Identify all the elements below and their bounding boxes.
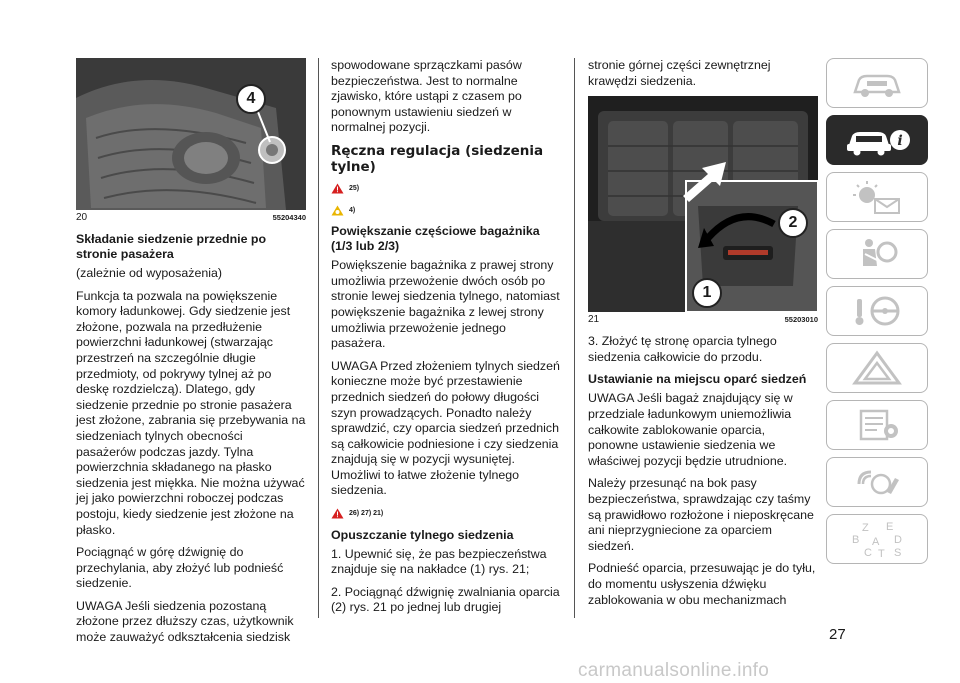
column-divider (318, 58, 319, 618)
paragraph: Podnieść oparcia, przesuwając je do tyłu, do momentu usłyszenia dźwięku zablokowania w obu mechanizmach (588, 561, 816, 607)
warning-triangle-icon (331, 508, 344, 519)
paragraph: Pociągnąć w górę dźwignię do przechylania, aby złożyć lub podnieść siedzenie. (76, 545, 284, 591)
dashboard-car-icon (847, 66, 907, 100)
steering-key-icon (847, 293, 907, 329)
note-triangle-icon (331, 205, 344, 216)
index-letter: A (872, 536, 880, 548)
paragraph: Funkcja ta pozwala na powiększenie komory ładunkowej. Gdy siedzenie jest złożone, pozwala na przedłużenie powierzchni ładunkowej (stwarzając przestrzeń na szczególnie długie przedmioty, od pokrywy tylnej aż po deskę rozdzielczą). Dlatego, gdy siedzenie przednie po stronie pasażera jest złożone, zabrania się przebywania na siedzeniach tylnych obecności pasażerów podczas jazdy. Tylna powierzchnia składanego na płasko siedzenia jest miękka. Nie można używać jej jako powierzchni roboczej podczas postoju, kiedy siedzenie jest złożone na płasko. (76, 288, 306, 537)
paragraph: UWAGA Jeśli siedzenia pozostaną złożone przez dłuższy czas, użytkownik może zauważyć odkształcenia siedzisk (76, 598, 294, 645)
paragraph: Należy przesunąć na bok pasy bezpieczeństwa, sprawdzając czy taśmy są prawidłowo rozłożone i nieposkręcane ani nieprzygniecione za oparciem siedzeń. (588, 476, 814, 553)
heading-repositioning-seatbacks: Ustawianie na miejscu oparć siedzeń (588, 372, 807, 387)
paragraph: UWAGA Przed złożeniem tylnych siedzeń konieczne może być przestawienie przednich siedzeń do połowy długości szyn prowadzących. Ponadto należy sprawdzić, czy oparcia siedzeń przednich są całkowicie podniesione i czy siedzenia znajdują się w pozycji wysuniętej. Umożliwi to łatwe złożenie tylnego siedzenia. (331, 358, 560, 498)
tab-maintenance[interactable] (826, 400, 928, 450)
airbag-safety-icon (847, 236, 907, 272)
index-letter: T (878, 548, 885, 559)
tab-multimedia[interactable] (826, 457, 928, 507)
warning-reference: 25) (331, 181, 563, 197)
tab-lights[interactable] (826, 172, 928, 222)
index-letter: D (894, 534, 902, 546)
heading-partial-expansion: Powiększanie częściowe bagażnika (1/3 lub 2/3) (331, 224, 540, 254)
chapter-tabs (826, 58, 928, 571)
paragraph: 3. Złożyć tę stronę oparcia tylnego siedzenia całkowicie do przodu. (588, 334, 777, 364)
index-letters-icon (842, 519, 912, 559)
index-letter: E (886, 521, 894, 533)
tab-emergency[interactable] (826, 343, 928, 393)
figure-number: 21 (588, 314, 600, 326)
multimedia-icon (847, 464, 907, 500)
figure-code: 55204340 (272, 213, 306, 222)
paragraph: spowodowane sprzączkami pasów bezpieczeństwa. Jest to normalne zjawisko, które ustąpi z czasem po ponownym ustawieniu siedzeń w normalnej pozycji. (331, 58, 522, 135)
warning-references: 26) 27) 21) (331, 506, 563, 522)
paragraph: Powiększenie bagażnika z prawej strony umożliwia przewożenie dwóch osób po stronie lewej siedzenia tylnego, natomiast powiększenie bagażnika z lewej strony umożliwia przewożenie jednego pasażera. (331, 258, 560, 351)
figure-21-caption (588, 314, 818, 326)
column-2 (331, 58, 563, 623)
service-wrench-icon (847, 407, 907, 443)
paragraph: 2. Pociągnąć dźwignię zwalniania oparcia (2) rys. 21 po jednej lub drugiej (331, 584, 560, 615)
callout-1: 1 (692, 278, 722, 308)
column-3 (588, 58, 818, 615)
figure-number: 20 (76, 212, 88, 223)
warning-triangle-icon (331, 183, 344, 194)
svg-text:i: i (897, 133, 903, 149)
paragraph: (zależnie od wyposażenia) (76, 266, 223, 280)
lights-message-icon (847, 179, 907, 215)
tab-index[interactable] (826, 514, 928, 564)
index-letter: C (864, 547, 872, 559)
paragraph: UWAGA Jeśli bagaż znajdujący się w przedziale ładunkowym uniemożliwia całkowite zablokowanie oparcia, ponowne ustawienie siedzenia we właściwej pozycji będzie utrudnione. (588, 391, 793, 468)
car-info-icon (842, 122, 912, 158)
tab-safety[interactable] (826, 229, 928, 279)
heading-folding-front-seat: Składanie siedzenie przednie po stronie pasażera (76, 232, 267, 261)
watermark: carmanualsonline.info (578, 660, 770, 681)
callout-4: 4 (236, 84, 266, 114)
index-letter: S (894, 547, 902, 559)
column-divider (574, 58, 575, 618)
tab-car-info[interactable] (826, 115, 928, 165)
callout-2: 2 (778, 208, 808, 238)
index-letter: Z (862, 522, 869, 534)
note-reference: 4) (331, 203, 563, 219)
figure-20-caption (76, 212, 306, 224)
warning-light-icon (847, 350, 907, 386)
tab-dashboard[interactable] (826, 58, 928, 108)
section-title: Ręczna regulacja (siedzenia tylne) (331, 142, 544, 175)
figure-code: 55203010 (784, 315, 818, 325)
index-letter: B (852, 534, 860, 546)
page-number: 27 (829, 626, 846, 643)
figure-21 (588, 96, 818, 312)
column-1 (76, 58, 306, 653)
tab-driving[interactable] (826, 286, 928, 336)
seat-lever-illustration (76, 58, 306, 210)
heading-lowering-rear-seat: Opuszczanie tylnego siedzenia (331, 527, 514, 542)
paragraph: 1. Upewnić się, że pas bezpieczeństwa znajduje się na nakładce (1) rys. 21; (331, 546, 547, 577)
paragraph: stronie górnej części zewnętrznej krawędzi siedzenia. (588, 58, 771, 88)
figure-20 (76, 58, 306, 210)
